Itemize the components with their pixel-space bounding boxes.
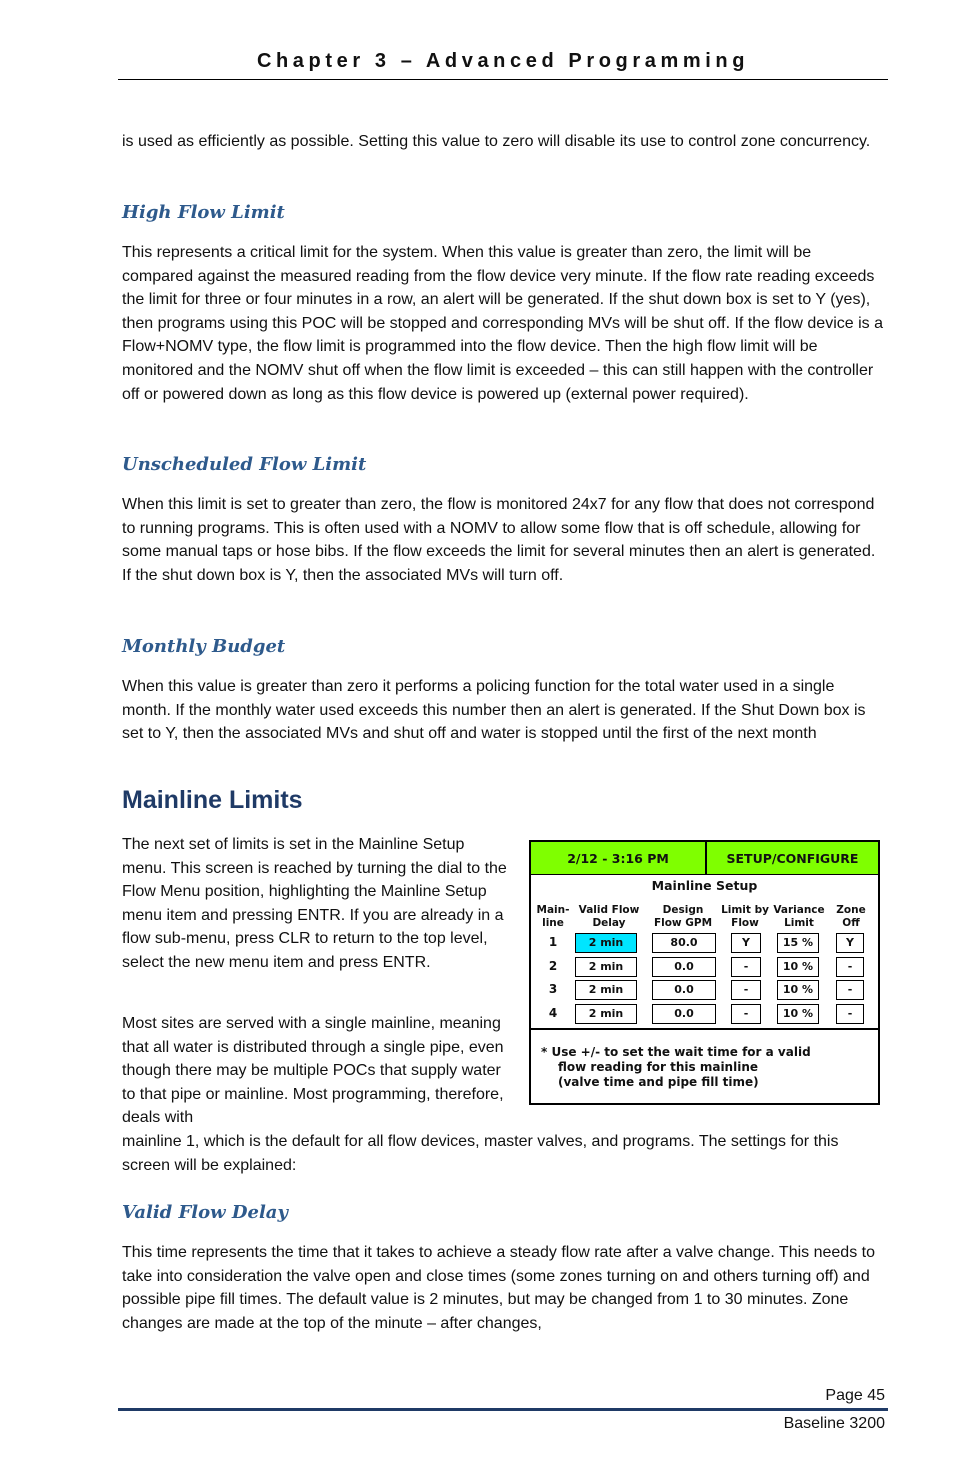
variance-limit-field[interactable]: 10 % — [777, 1004, 819, 1024]
variance-limit-field[interactable]: 10 % — [777, 957, 819, 977]
variance-limit-field[interactable]: 15 % — [777, 933, 819, 953]
valid-flow-delay-field[interactable]: 2 min — [575, 957, 637, 977]
limit-by-flow-field[interactable]: - — [731, 957, 761, 977]
limit-by-flow-field[interactable]: Y — [731, 933, 761, 953]
paragraph-high-flow-limit: This represents a critical limit for the system. When this value is greater than zero, the limit will be compared against the measured reading from the flow device very minute. If the flow rate reading exceeds the limit for three or four minutes in a row, an alert will be generated. If the shut down box is set to Y (yes), then programs using this POC will be stopped and corresponding MVs will be shut off. If the flow device is a Flow+NOMV type, the flow limit is programmed into the flow device. Then the high flow limit will be monitored and the NOMV shut off when the flow limit is exceeded – this can still happen with the controller off or powered down as long as this flow device is powered up (external power required). — [122, 244, 883, 403]
zone-off-field[interactable]: Y — [836, 933, 864, 953]
intro-paragraph: is used as efficiently as possible. Setting this value to zero will disable its use to control zone concurrency. — [122, 133, 871, 150]
row-mainline-number: 1 — [548, 935, 558, 949]
document-name: Baseline 3200 — [783, 1415, 885, 1432]
paragraph-unscheduled-flow-limit: When this limit is set to greater than zero, the flow is monitored 24x7 for any flow that does not correspond to running programs. This is often used with a NOMV to allow some flow that is off schedule, allowing for some manual taps or hose bibs. If the flow exceeds the limit for several minutes then an alert is generated. If the shut down box is Y, then the associated MVs will turn off. — [122, 496, 876, 584]
valid-flow-delay-field[interactable]: 2 min — [575, 980, 637, 1000]
design-flow-field[interactable]: 80.0 — [652, 933, 716, 953]
screen-mode: SETUP/CONFIGURE — [726, 851, 859, 866]
paragraph-mainline-continued: mainline 1, which is the default for all flow devices, master valves, and programs. The settings for this screen will be explained: — [122, 1133, 839, 1174]
column-header-design-flow: Design Flow GPM — [653, 904, 713, 929]
paragraph-mainline-intro: The next set of limits is set in the Mainline Setup menu. This screen is reached by turning the dial to the Flow Menu position, highlighting the Mainline Setup menu item and pressing ENTR. If you are already in a flow sub-menu, press CLR to return to the top level, select the new menu item and press ENTR. — [122, 836, 507, 971]
heading-valid-flow-delay: Valid Flow Delay — [122, 1202, 288, 1223]
row-mainline-number: 2 — [548, 959, 558, 973]
design-flow-field[interactable]: 0.0 — [652, 1004, 716, 1024]
valid-flow-delay-field[interactable]: 2 min — [575, 933, 637, 953]
column-header-zone-off: Zone Off — [836, 904, 866, 929]
header-rule — [118, 79, 888, 80]
column-header-valid-flow-delay: Valid Flow Delay — [578, 904, 640, 929]
screen-help-note: * Use +/- to set the wait time for a valid flow reading for this mainline (valve time and pipe fill time) — [541, 1045, 811, 1089]
design-flow-field[interactable]: 0.0 — [652, 957, 716, 977]
paragraph-monthly-budget: When this value is greater than zero it performs a policing function for the total water used in a single month. If the monthly water used exceeds this number then an alert is generated. If the Shut Down box is set to Y, then the associated MVs and shut off and water is stopped until the first of the next month — [122, 678, 866, 743]
row-mainline-number: 3 — [548, 982, 558, 996]
zone-off-field[interactable]: - — [836, 980, 864, 1000]
limit-by-flow-field[interactable]: - — [731, 1004, 761, 1024]
chapter-header: Chapter 3 – Advanced Programming — [256, 50, 750, 72]
mainline-setup-screen — [529, 840, 880, 1105]
valid-flow-delay-field[interactable]: 2 min — [575, 1004, 637, 1024]
column-header-variance-limit: Variance Limit — [773, 904, 825, 929]
column-header-mainline: Main- line — [536, 904, 570, 929]
paragraph-valid-flow-delay: This time represents the time that it takes to achieve a steady flow rate after a valve change. This needs to take into consideration the valve open and close times (some zones turning on and others turning off) and possible pipe fill times. The default value is 2 minutes, but may be changed from 1 to 30 minutes. Zone changes are made at the top of the minute – after changes, — [122, 1244, 875, 1332]
heading-unscheduled-flow-limit: Unscheduled Flow Limit — [122, 454, 367, 475]
column-header-limit-by-flow: Limit by Flow — [721, 904, 769, 929]
paragraph-mainline-sites: Most sites are served with a single mainline, meaning that all water is distributed through a single pipe, even though there may be multiple POCs that supply water to that pipe or mainline. Most programming, therefore, deals with — [122, 1015, 504, 1127]
screen-divider — [531, 1028, 878, 1030]
heading-high-flow-limit: High Flow Limit — [122, 202, 285, 223]
row-mainline-number: 4 — [548, 1006, 558, 1020]
design-flow-field[interactable]: 0.0 — [652, 980, 716, 1000]
zone-off-field[interactable]: - — [836, 1004, 864, 1024]
page-number: Page 45 — [825, 1387, 885, 1404]
limit-by-flow-field[interactable]: - — [731, 980, 761, 1000]
screen-title: Mainline Setup — [651, 878, 758, 893]
footer-rule — [118, 1408, 888, 1411]
heading-mainline-limits: Mainline Limits — [122, 786, 303, 814]
zone-off-field[interactable]: - — [836, 957, 864, 977]
variance-limit-field[interactable]: 10 % — [777, 980, 819, 1000]
heading-monthly-budget: Monthly Budget — [122, 636, 286, 657]
screen-datetime: 2/12 - 3:16 PM — [567, 851, 669, 866]
